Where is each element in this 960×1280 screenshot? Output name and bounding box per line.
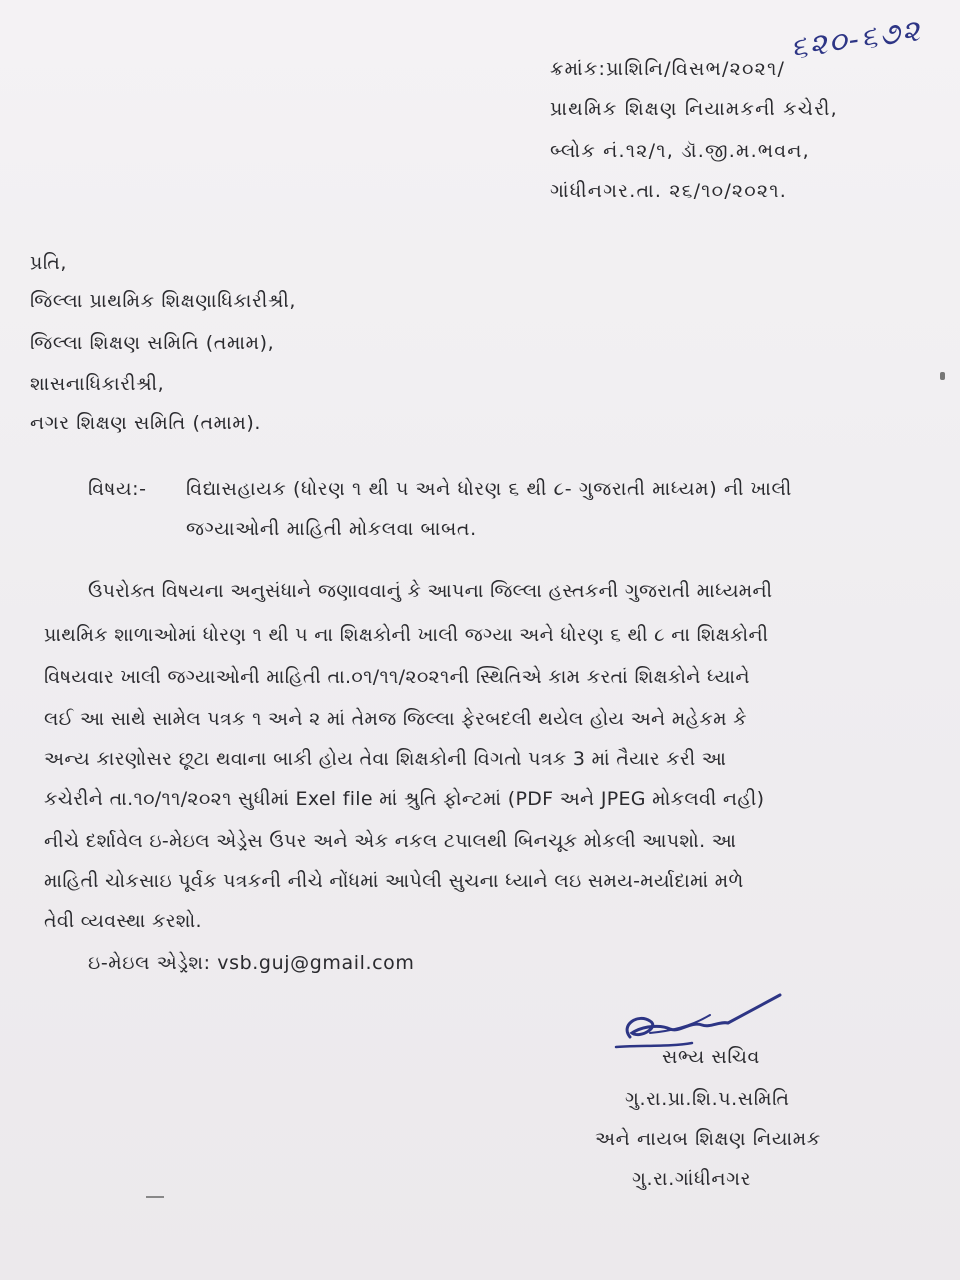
place-date: ગાંધીનગર.તા. ૨૬/૧૦/૨૦૨૧. [550, 180, 788, 202]
body-line: નીચે દર્શાવેલ ઇ-મેઇલ એડ્રેસ ઉપર અને એક નકલ ટપાલથી બિનચૂક મોકલી આપશો. આ [44, 830, 737, 852]
recipient-line: શાસનાધિકારીશ્રી, [30, 373, 165, 395]
body-line: લઈ આ સાથે સામેલ પત્રક ૧ અને ૨ માં તેમજ જિલ્લા ફેરબદલી થયેલ હોય અને મહેકમ કે [44, 708, 747, 730]
handwritten-reference: ૬૨૦-૬૭૨ [788, 12, 924, 67]
signatory-title: સભ્ય સચિવ [662, 1046, 760, 1068]
signatory-org-1: ગુ.રા.પ્રા.શિ.પ.સમિતિ [625, 1088, 790, 1110]
body-line: ઉપરોક્ત વિષયના અનુસંધાને જણાવવાનું કે આપના જિલ્લા હસ્તકની ગુજરાતી માધ્યમની [88, 580, 773, 602]
subject-line-2: જગ્યાઓની માહિતી મોકલવા બાબત. [186, 518, 477, 540]
recipient-line: નગર શિક્ષણ સમિતિ (તમામ). [30, 412, 262, 434]
body-line: તેવી વ્યવસ્થા કરશો. [44, 910, 202, 932]
recipient-line: પ્રતિ, [30, 252, 68, 274]
body-line: માહિતી ચોકસાઇ પૂર્વક પત્રકની નીચે નોંધમાં આપેલી સુચના ધ્યાને લઇ સમય-મર્યાદામાં મળે [44, 870, 744, 892]
email-line: ઇ-મેઇલ એડ્રેશ: vsb.guj@gmail.com [88, 952, 415, 974]
signatory-org-3: ગુ.રા.ગાંધીનગર [632, 1168, 752, 1190]
subject-label: વિષય:- [88, 478, 147, 500]
body-line: કચેરીને તા.૧૦/૧૧/૨૦૨૧ સુધીમાં Exel file માં શ્રુતિ ફોન્ટમાં (PDF અને JPEG મોકલવી નહી) [44, 788, 765, 810]
recipient-line: જિલ્લા શિક્ષણ સમિતિ (તમામ), [30, 332, 275, 354]
reference-prefix: ક્રમાંક:પ્રાશિનિ/વિસભ/૨૦૨૧/ [550, 58, 786, 80]
body-line: વિષયવાર ખાલી જગ્યાઓની માહિતી તા.૦૧/૧૧/૨૦૨૧ની સ્થિતિએ કામ કરતાં શિક્ષકોને ધ્યાને [44, 666, 750, 688]
scan-mark [940, 372, 945, 380]
body-line: અન્ય કારણોસર છૂટા થવાના બાકી હોય તેવા શિક્ષકોની વિગતો પત્રક 3 માં તૈયાર કરી આ [44, 748, 727, 770]
subject-line-1: વિદ્યાસહાયક (ધોરણ ૧ થી ૫ અને ધોરણ ૬ થી ૮- ગુજરાતી માધ્યમ) ની ખાલી [186, 478, 792, 500]
scan-mark [146, 1196, 164, 1198]
signatory-org-2: અને નાયબ શિક્ષણ નિયામક [595, 1128, 821, 1150]
body-line: પ્રાથમિક શાળાઓમાં ધોરણ ૧ થી ૫ ના શિક્ષકોની ખાલી જગ્યા અને ધોરણ ૬ થી ૮ ના શિક્ષકોની [44, 624, 769, 646]
recipient-line: જિલ્લા પ્રાથમિક શિક્ષણાધિકારીશ્રી, [30, 290, 297, 312]
office-address: બ્લોક નં.૧૨/૧, ડૉ.જી.મ.ભવન, [550, 140, 810, 162]
office-name: પ્રાથમિક શિક્ષણ નિયામકની કચેરી, [550, 98, 838, 120]
reference-number [550, 58, 785, 80]
